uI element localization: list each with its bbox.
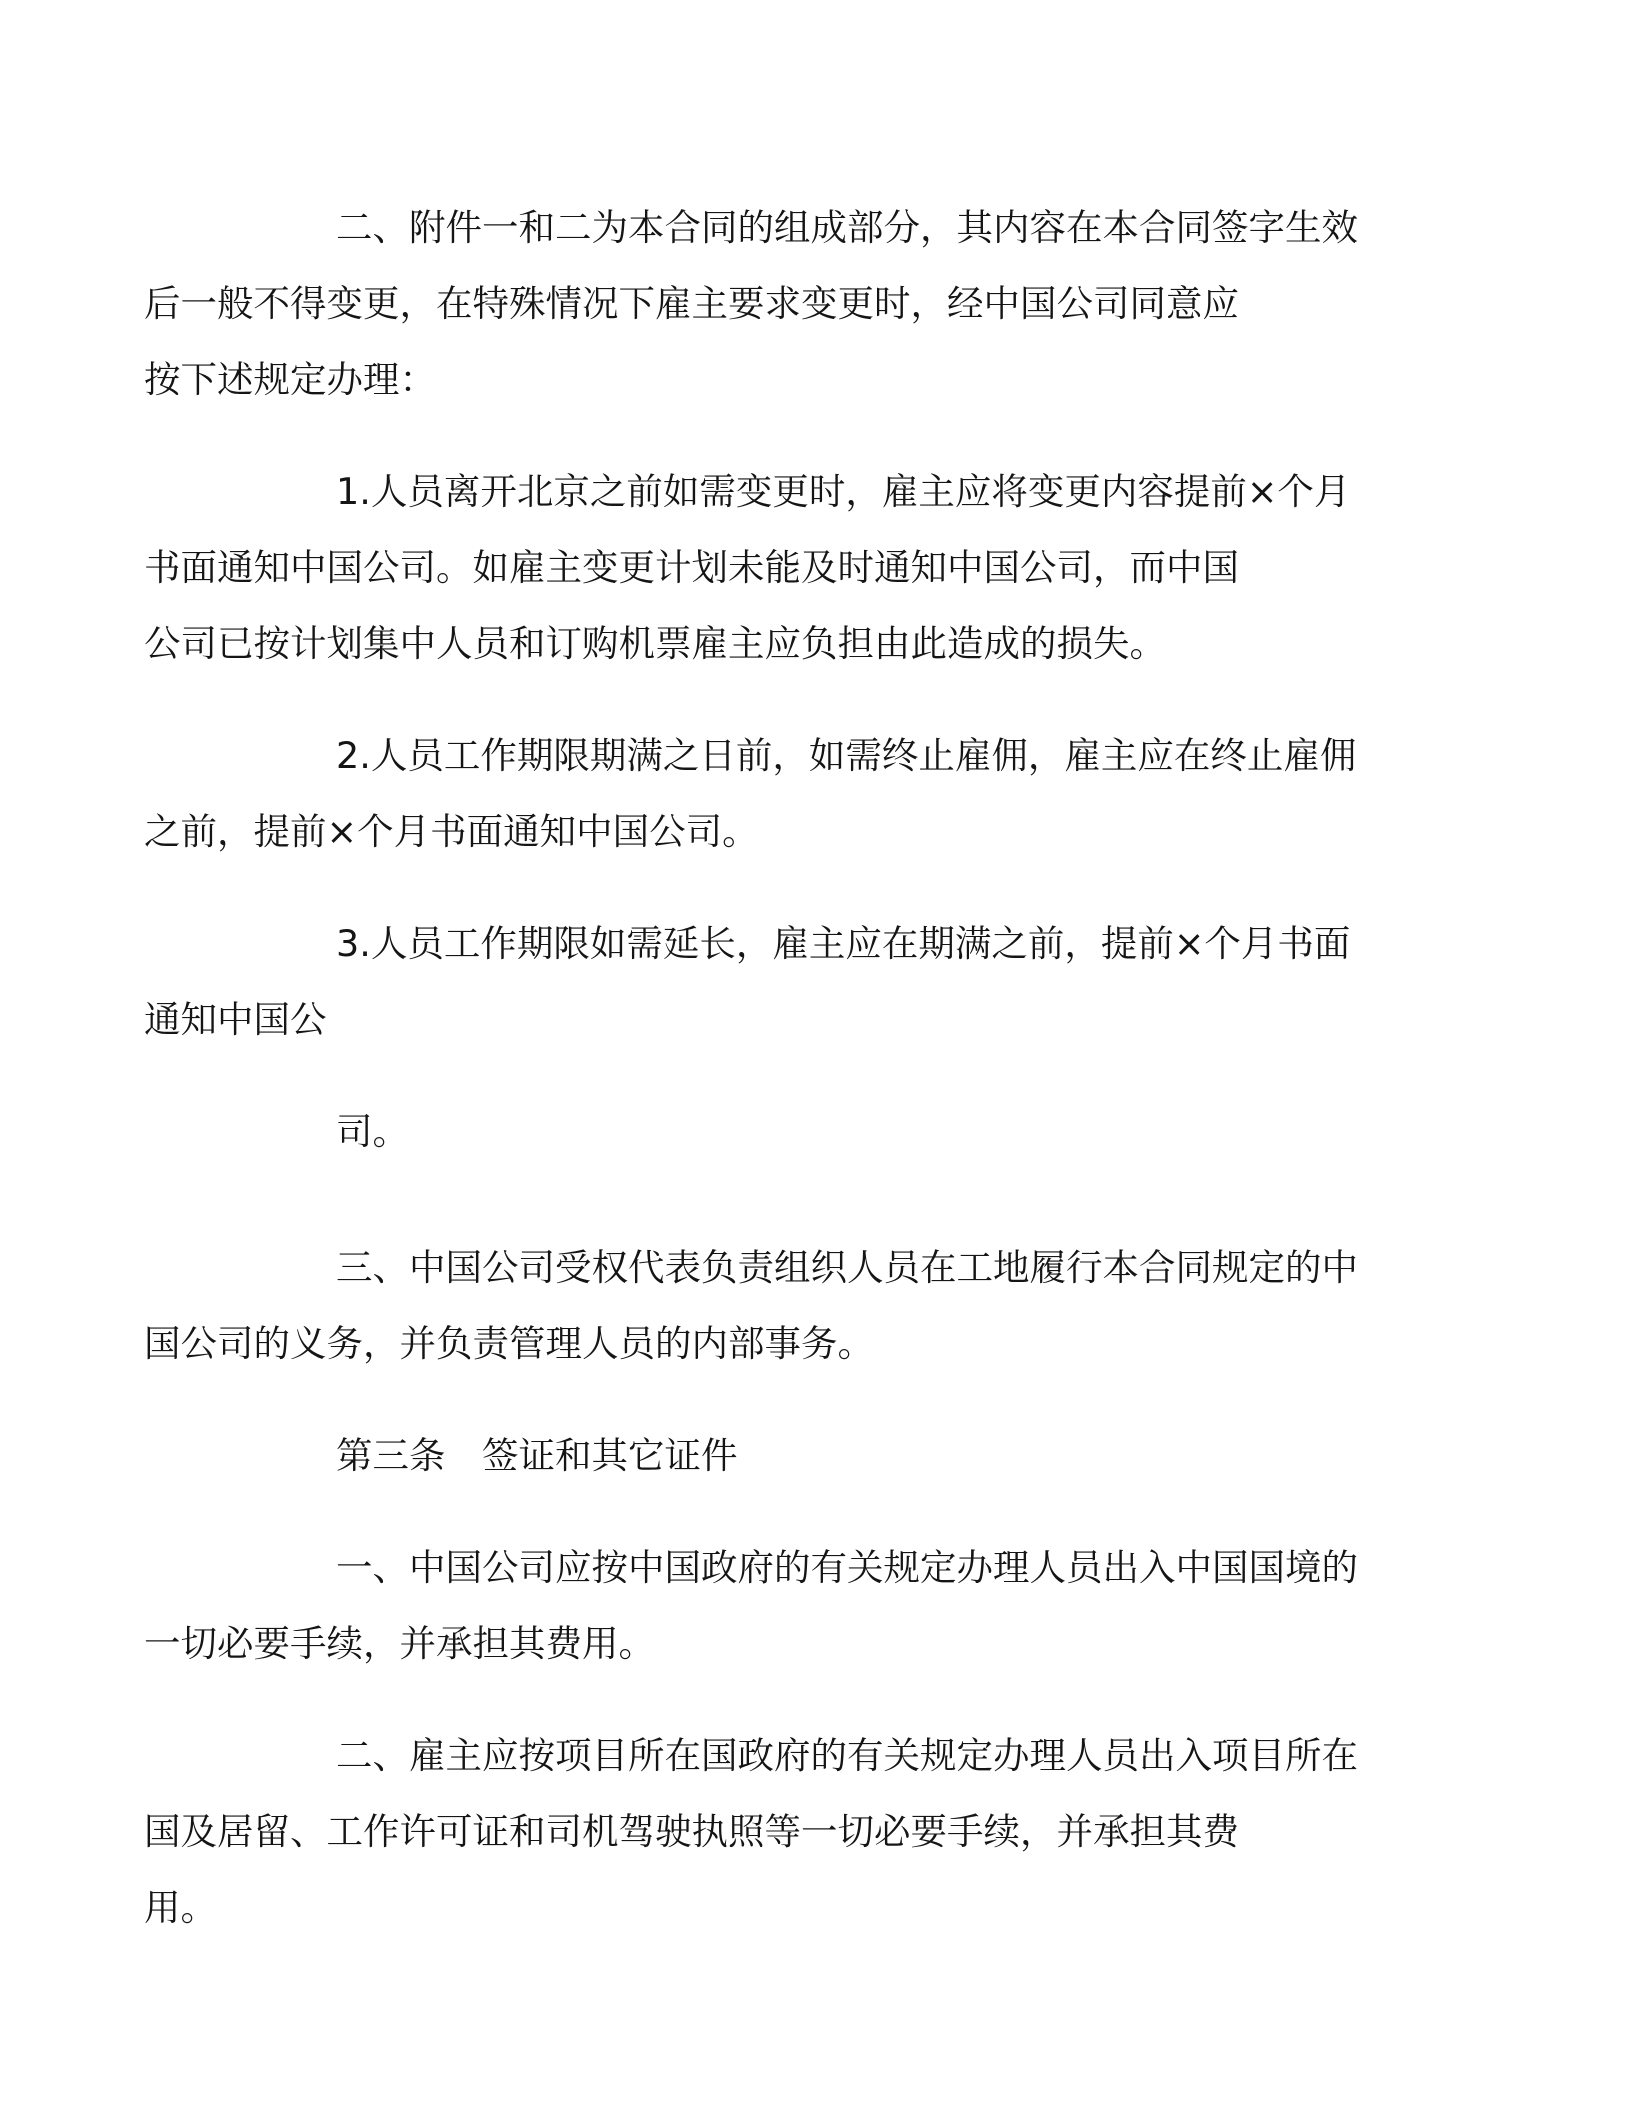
paragraph-visa-1 bbox=[144, 1530, 1380, 1682]
text-line: 国及居留、工作许可证和司机驾驶执照等一切必要手续，并承担其费 bbox=[144, 1810, 1239, 1853]
paragraph-fragment bbox=[240, 1094, 1380, 1170]
text-line: 通知中国公 bbox=[144, 998, 327, 1041]
text-line: 国公司的义务，并负责管理人员的内部事务。 bbox=[144, 1322, 874, 1365]
document-body bbox=[144, 190, 1380, 1982]
text-line: 一切必要手续，并承担其费用。 bbox=[144, 1622, 655, 1665]
text-line: 二、附件一和二为本合同的组成部分，其内容在本合同签字生效 bbox=[336, 206, 1358, 249]
paragraph-item-2 bbox=[144, 718, 1380, 870]
heading-text: 第三条 签证和其它证件 bbox=[336, 1434, 738, 1477]
text-line: 3.人员工作期限如需延长，雇主应在期满之前，提前×个月书面 bbox=[336, 922, 1351, 965]
paragraph-item-1 bbox=[144, 454, 1380, 682]
text-line: 2.人员工作期限期满之日前，如需终止雇佣，雇主应在终止雇佣 bbox=[336, 734, 1357, 777]
text-line: 按下述规定办理： bbox=[144, 358, 436, 401]
section-heading bbox=[240, 1418, 1380, 1494]
text-line: 三、中国公司受权代表负责组织人员在工地履行本合同规定的中 bbox=[336, 1246, 1358, 1289]
paragraph-item-3 bbox=[144, 906, 1380, 1058]
text-line: 一、中国公司应按中国政府的有关规定办理人员出入中国国境的 bbox=[336, 1546, 1358, 1589]
text-line: 后一般不得变更，在特殊情况下雇主要求变更时，经中国公司同意应 bbox=[144, 282, 1239, 325]
text-line: 之前，提前×个月书面通知中国公司。 bbox=[144, 810, 759, 853]
text-line: 二、雇主应按项目所在国政府的有关规定办理人员出入项目所在 bbox=[336, 1734, 1358, 1777]
text-line: 公司已按计划集中人员和订购机票雇主应负担由此造成的损失。 bbox=[144, 622, 1166, 665]
paragraph-amendment-rules bbox=[144, 190, 1380, 418]
text-line: 1.人员离开北京之前如需变更时，雇主应将变更内容提前×个月 bbox=[336, 470, 1351, 513]
paragraph-clause-3 bbox=[144, 1230, 1380, 1382]
paragraph-visa-2 bbox=[144, 1718, 1380, 1946]
text-line: 书面通知中国公司。如雇主变更计划未能及时通知中国公司，而中国 bbox=[144, 546, 1239, 589]
text-line: 用。 bbox=[144, 1886, 217, 1929]
text-line: 司。 bbox=[336, 1110, 409, 1153]
